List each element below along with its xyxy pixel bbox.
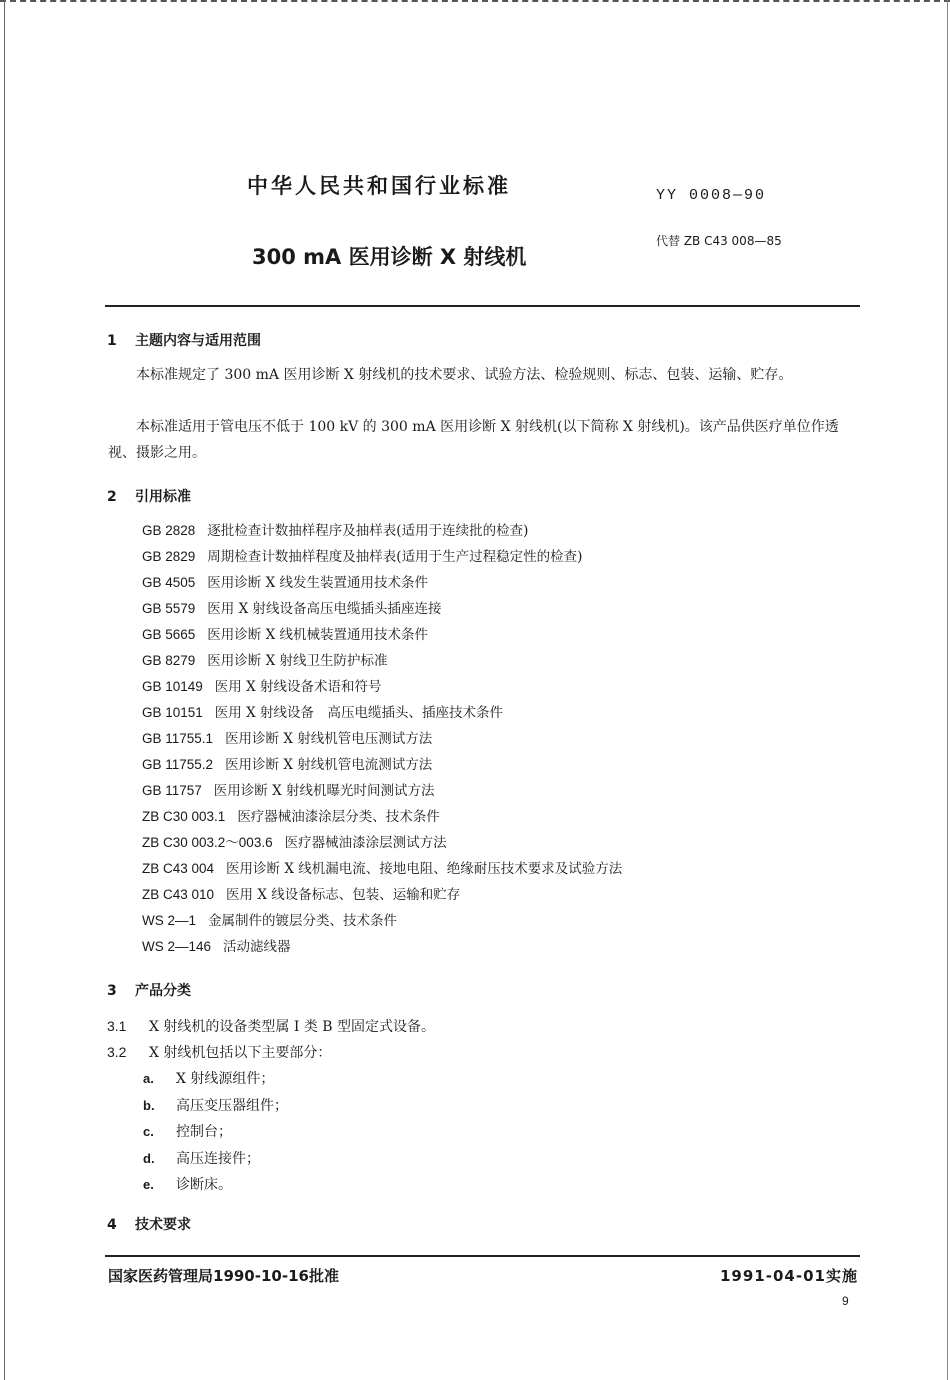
section-title: 技术要求	[135, 1217, 191, 1233]
scan-edge-left	[4, 0, 5, 1380]
part-item	[143, 1119, 288, 1146]
part-text: 高压变压器组件；	[176, 1097, 288, 1114]
part-item	[143, 1172, 288, 1199]
part-letter: a.	[143, 1071, 154, 1086]
section-title: 引用标准	[135, 489, 191, 505]
clause-number: 3.1	[107, 1018, 127, 1034]
reference-code: GB 11755.2	[142, 757, 214, 772]
part-letter: e.	[143, 1177, 154, 1192]
reference-item	[142, 726, 622, 752]
reference-item	[142, 700, 622, 726]
reference-code: ZB C43 004	[142, 861, 215, 876]
section-number: 3	[107, 983, 117, 999]
section-number: 1	[107, 333, 117, 349]
reference-title: 活动滤线器	[223, 939, 291, 955]
reference-code: GB 5665	[142, 627, 196, 642]
reference-item	[142, 934, 622, 960]
reference-item	[142, 856, 622, 882]
reference-code: ZB C30 003.2～003.6	[142, 835, 273, 850]
part-letter: d.	[143, 1150, 155, 1166]
reference-title: 医用诊断 X 线机漏电流、接地电阻、绝缘耐压技术要求及试验方法	[226, 861, 623, 877]
part-text: X 射线源组件；	[176, 1071, 275, 1087]
reference-title: 医用 X 射线设备术语和符号	[214, 679, 382, 695]
reference-item	[142, 804, 622, 830]
reference-title: 逐批检查计数抽样程序及抽样表(适用于连续批的检查)	[207, 523, 529, 539]
document-number: YY 0008—90	[656, 187, 767, 204]
part-item	[143, 1093, 288, 1120]
reference-item	[142, 596, 622, 622]
reference-item	[142, 544, 622, 570]
section-number: 4	[107, 1217, 117, 1233]
part-item	[143, 1146, 288, 1173]
reference-title: 医用 X 射线设备高压电缆插头插座连接	[207, 601, 442, 617]
reference-item	[142, 570, 622, 596]
reference-title: 医用诊断 X 射线机管电流测试方法	[225, 757, 433, 773]
reference-code: GB 10149	[142, 679, 203, 694]
section-3-heading	[107, 980, 191, 1000]
part-letter: b.	[143, 1097, 155, 1113]
reference-title: 医用诊断 X 线机械装置通用技术条件	[207, 627, 428, 643]
replaces-note: 代替 ZB C43 008—85	[656, 234, 782, 248]
section-1-heading	[107, 330, 261, 350]
document-title: 300 mA 医用诊断 X 射线机	[252, 245, 527, 269]
clause-3-1	[107, 1016, 435, 1036]
reference-item	[142, 778, 622, 804]
reference-title: 医用诊断 X 射线机曝光时间测试方法	[213, 783, 435, 799]
footer-rule	[105, 1255, 860, 1257]
reference-title: 医用诊断 X 线发生装置通用技术条件	[207, 575, 428, 591]
section-4-heading	[107, 1214, 191, 1234]
reference-item	[142, 518, 622, 544]
reference-code: ZB C30 003.1	[142, 809, 226, 824]
reference-code: WS 2—1	[142, 913, 197, 928]
reference-item	[142, 882, 622, 908]
standard-category-title: 中华人民共和国行业标准	[247, 174, 511, 198]
reference-item	[142, 648, 622, 674]
page-number: 9	[842, 1294, 849, 1308]
clause-text: X 射线机的设备类型属 I 类 B 型固定式设备。	[149, 1019, 436, 1035]
clause-3-2	[107, 1042, 331, 1062]
referenced-standards-list	[142, 518, 622, 960]
reference-code: GB 8279	[142, 653, 196, 668]
section-title: 产品分类	[135, 983, 191, 999]
scan-edge-top	[0, 0, 950, 5]
section-number: 2	[107, 489, 117, 505]
reference-title: 医疗器械油漆涂层测试方法	[284, 835, 447, 851]
reference-item	[142, 622, 622, 648]
reference-title: 医用 X 线设备标志、包装、运输和贮存	[226, 887, 461, 903]
reference-item	[142, 752, 622, 778]
reference-code: GB 11757	[142, 783, 202, 798]
effective-date: 1991-04-01实施	[720, 1267, 858, 1285]
main-parts-list	[143, 1066, 288, 1199]
approval-line: 国家医药管理局1990-10-16批准	[108, 1267, 339, 1285]
clause-text: X 射线机包括以下主要部分：	[149, 1045, 332, 1061]
part-item	[143, 1066, 288, 1093]
section-title: 主题内容与适用范围	[135, 333, 261, 349]
section-2-heading	[107, 486, 191, 506]
reference-item	[142, 674, 622, 700]
part-text: 诊断床。	[176, 1177, 232, 1193]
reference-code: GB 5579	[142, 601, 196, 616]
reference-item	[142, 830, 622, 856]
reference-title: 医用 X 射线设备 高压电缆插头、插座技术条件	[214, 705, 503, 721]
reference-title: 金属制件的镀层分类、技术条件	[208, 913, 398, 929]
reference-code: GB 2828	[142, 523, 196, 538]
part-letter: c.	[143, 1124, 154, 1139]
reference-title: 周期检查计数抽样程度及抽样表(适用于生产过程稳定性的检查)	[207, 549, 583, 565]
reference-title: 医疗器械油漆涂层分类、技术条件	[237, 809, 440, 825]
section-1-paragraph-2: 本标准适用于管电压不低于 100 kV 的 300 mA 医用诊断 X 射线机(以下简称 X 射线机)。该产品供医疗单位作透视、摄影之用。	[108, 419, 839, 461]
clause-number: 3.2	[107, 1044, 127, 1060]
reference-item	[142, 908, 622, 934]
reference-title: 医用诊断 X 射线机管电压测试方法	[225, 731, 433, 747]
part-text: 高压连接件；	[176, 1150, 260, 1167]
reference-code: GB 11755.1	[142, 731, 214, 746]
reference-title: 医用诊断 X 射线卫生防护标准	[207, 653, 388, 669]
reference-code: WS 2—146	[142, 939, 212, 954]
section-1-paragraph-1: 本标准规定了 300 mA 医用诊断 X 射线机的技术要求、试验方法、检验规则、标志、包装、运输、贮存。	[136, 367, 793, 383]
header-rule	[105, 305, 860, 307]
reference-code: GB 2829	[142, 549, 196, 564]
reference-code: ZB C43 010	[142, 887, 215, 902]
reference-code: GB 4505	[142, 575, 196, 590]
part-text: 控制台；	[176, 1124, 232, 1140]
reference-code: GB 10151	[142, 705, 203, 720]
scan-edge-right	[947, 0, 948, 1380]
